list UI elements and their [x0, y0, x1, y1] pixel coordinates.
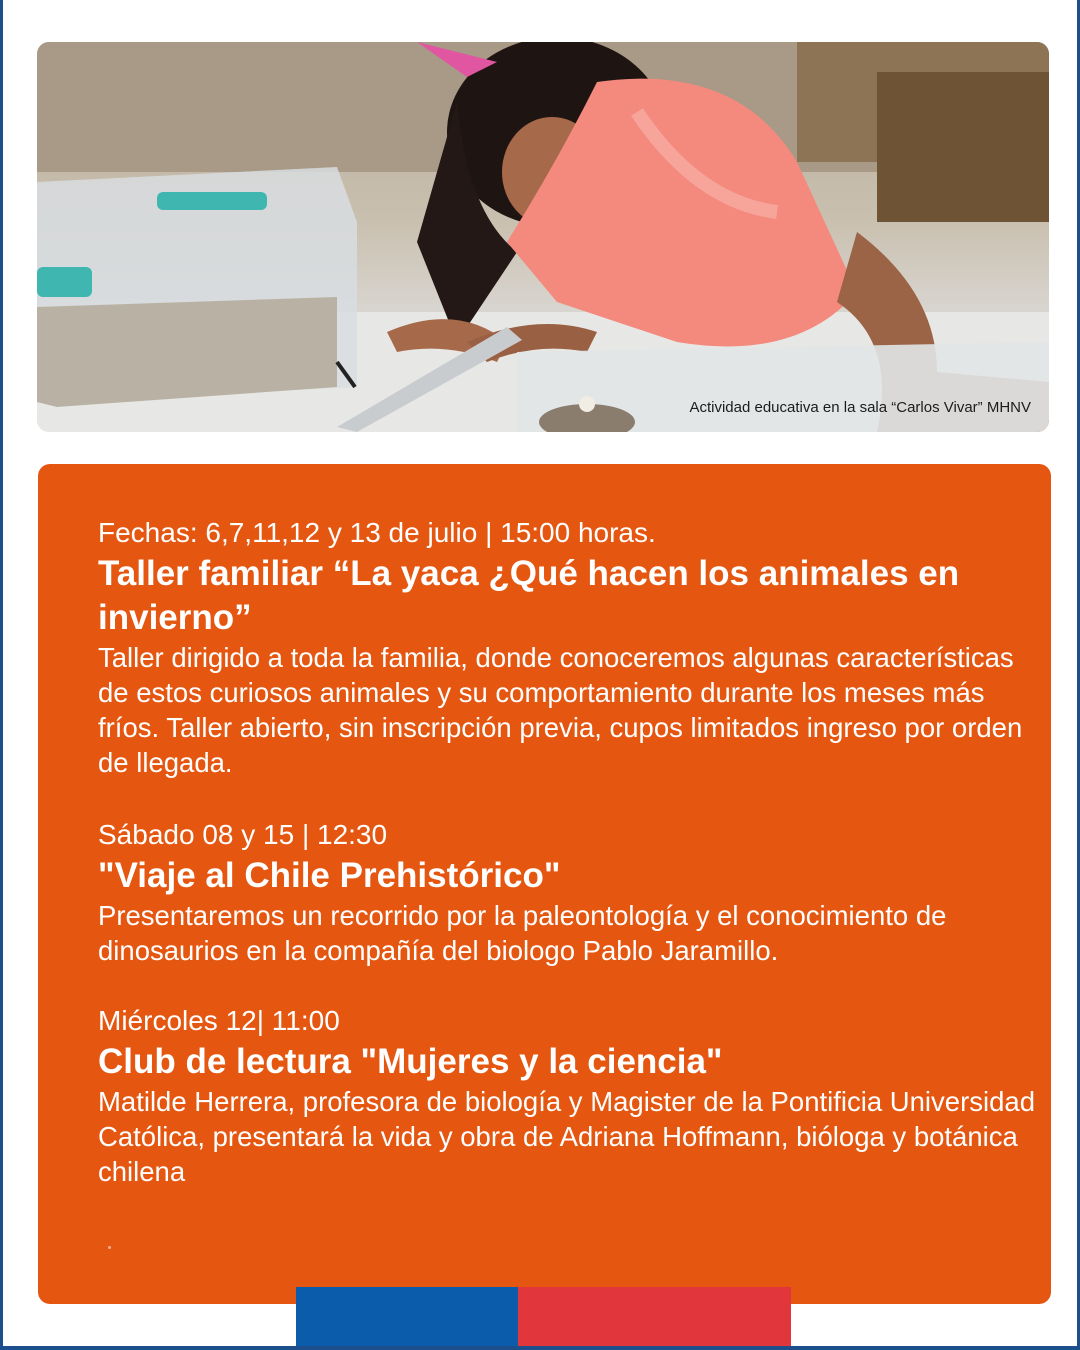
event-title: "Viaje al Chile Prehistórico"	[98, 856, 561, 895]
event-description: Taller dirigido a toda la familia, donde conoceremos algunas características de estos curiosos animales y su comportamiento durante los meses más fríos. Taller abierto, sin inscripción previa, cupos limitados ingreso por orden de llegada.	[98, 642, 1023, 778]
event-item	[98, 1004, 1043, 1189]
event-date: Fechas: 6,7,11,12 y 13 de julio | 15:00 horas.	[98, 517, 656, 548]
event-photo	[37, 42, 1049, 432]
photo-illustration	[37, 42, 1049, 432]
left-border	[0, 0, 3, 1350]
event-description: Presentaremos un recorrido por la paleontología y el conocimiento de dinosaurios en la compañía del biologo Pablo Jaramillo.	[98, 900, 947, 966]
event-item	[98, 818, 1043, 968]
events-card	[38, 464, 1051, 1304]
flag-stripe-blue	[296, 1287, 518, 1350]
event-description: Matilde Herrera, profesora de biología y Magister de la Pontificia Universidad Católica, presentará la vida y obra de Adriana Hoffmann, bióloga y botánica chilena	[98, 1086, 1035, 1187]
event-item	[98, 516, 1043, 780]
events-list	[98, 516, 1043, 1189]
flag-stripe-red	[518, 1287, 791, 1350]
decorative-dot	[108, 1246, 111, 1249]
photo-caption: Actividad educativa en la sala “Carlos Vivar” MHNV	[689, 399, 1031, 416]
event-date: Miércoles 12| 11:00	[98, 1005, 340, 1036]
bottom-border	[0, 1346, 1080, 1350]
event-title: Club de lectura "Mujeres y la ciencia"	[98, 1042, 723, 1081]
event-date: Sábado 08 y 15 | 12:30	[98, 819, 388, 850]
event-title: Taller familiar “La yaca ¿Qué hacen los animales en invierno”	[98, 554, 960, 637]
